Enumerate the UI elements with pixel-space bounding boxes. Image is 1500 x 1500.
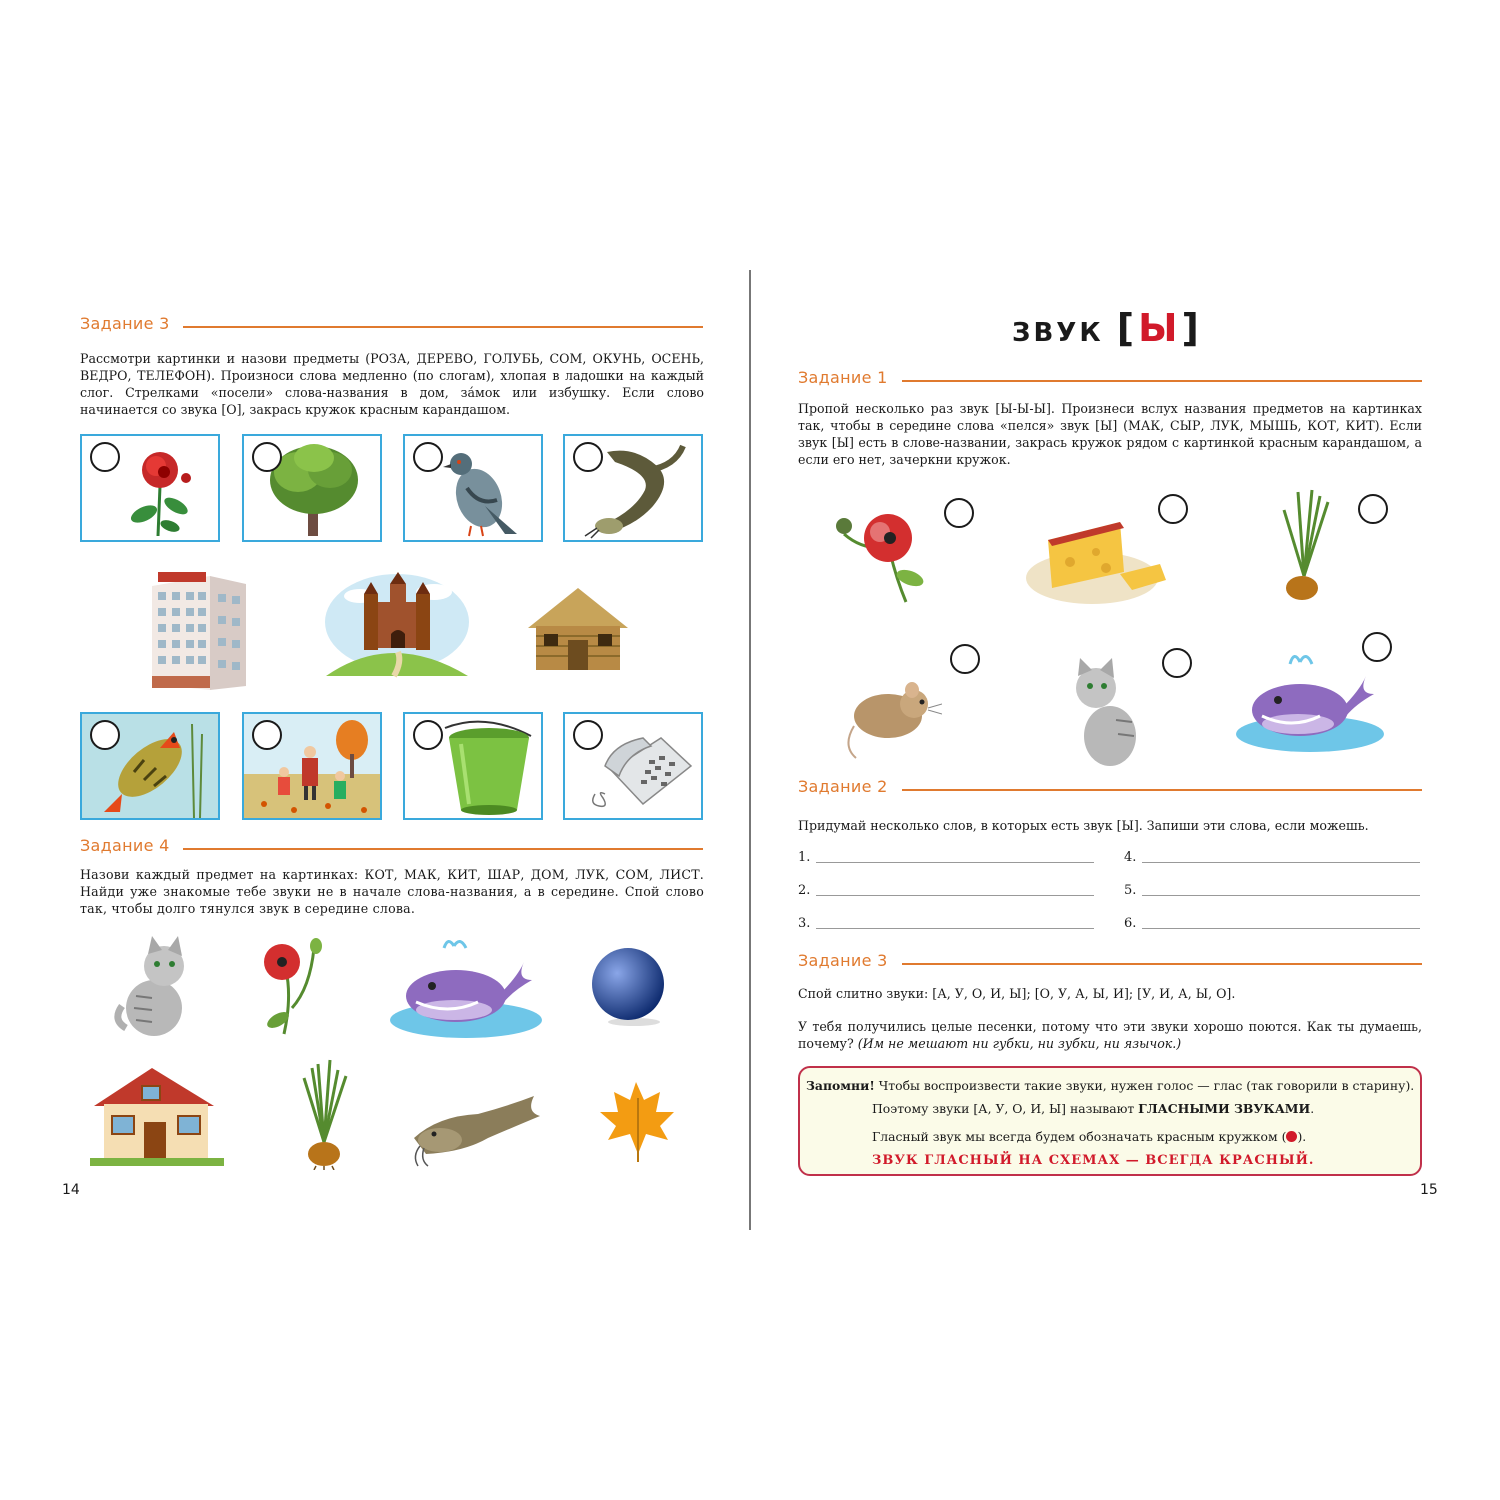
remember-label: Запомни! (806, 1078, 875, 1093)
right-task3-question: У тебя получились целые песенки, потому что эти звуки хорошо поются. Как ты думаешь, почему? (798, 1019, 1422, 1051)
picture-card-perch (80, 712, 220, 820)
remember-line1 (806, 1078, 1416, 1093)
remember-line2-bold: ГЛАСНЫМИ ЗВУКАМИ (1138, 1101, 1311, 1116)
answer-circle[interactable] (90, 442, 120, 472)
write-line[interactable] (816, 862, 1094, 863)
write-line[interactable] (1142, 895, 1420, 896)
picture-card-tree (242, 434, 382, 542)
cat-icon (1066, 656, 1154, 768)
answer-circle[interactable] (413, 720, 443, 750)
answer-circle-whale[interactable] (1362, 632, 1392, 662)
right-task3-hint: (Им не мешают ни губки, ни зубки, ни язычок.) (857, 1036, 1182, 1051)
right-task1-rule (902, 380, 1422, 382)
remember-line2-post: . (1310, 1101, 1315, 1116)
answer-circle[interactable] (252, 442, 282, 472)
remember-rule: ЗВУК ГЛАСНЫЙ НА СХЕМАХ — ВСЕГДА КРАСНЫЙ. (872, 1153, 1315, 1168)
ball-icon (588, 944, 668, 1028)
left-task4-title: Задание 4 (80, 836, 170, 855)
answer-circle-cat[interactable] (1162, 648, 1192, 678)
remember-line3 (872, 1129, 1412, 1144)
picture-card-bucket (403, 712, 543, 820)
left-task4-text: Назови каждый предмет на картинках: КОТ, МАК, КИТ, ШАР, ДОМ, ЛУК, СОМ, ЛИСТ. Найди уже знакомые тебе звуки не в начале слова-названия, а в середине. Спой слово так, чтобы долго тянулся звук в середине слова. (80, 867, 704, 916)
answer-circle-cheese[interactable] (1158, 494, 1188, 524)
answer-circle[interactable] (573, 720, 603, 750)
write-line-label: 5. (1124, 883, 1137, 898)
write-line-label: 3. (798, 916, 811, 931)
answer-circle[interactable] (413, 442, 443, 472)
poppy-icon (830, 508, 934, 604)
onion-icon (1272, 488, 1342, 604)
left-task3-text: Рассмотри картинки и назови предметы (РОЗА, ДЕРЕВО, ГОЛУБЬ, СОМ, ОКУНЬ, ОСЕНЬ, ВЕДРО, ТЕЛЕФОН). Произноси слова медленно (по слогам), хлопая в ладошки на каждый слог. Стрелками «посели» слова-названия в дом, за́мок или избушку. Если слово начинается со звука [О], закрась кружок красным карандашом. (80, 351, 704, 417)
hut-icon (522, 584, 634, 676)
catfish-icon (408, 1076, 550, 1168)
leaf-icon (598, 1078, 676, 1162)
right-task3-text1: Спой слитно звуки: [А, У, О, И, Ы]; [О, У, А, Ы, И]; [У, И, А, Ы, О]. (798, 986, 1236, 1001)
remember-line3-pre: Гласный звук мы всегда будем обозначать красным кружком ( (872, 1129, 1287, 1144)
page-divider (749, 270, 751, 1230)
castle-icon (322, 572, 472, 690)
page-number-left: 14 (62, 1182, 80, 1198)
picture-card-catfish (563, 434, 703, 542)
right-task3-rule (902, 963, 1422, 965)
remember-box (798, 1066, 1422, 1176)
picture-card-autumn (242, 712, 382, 820)
left-task3-title: Задание 3 (80, 314, 170, 333)
remember-line1-text: Чтобы воспроизвести такие звуки, нужен голос — глас (так говорили в старину). (874, 1078, 1415, 1093)
write-line-label: 1. (798, 850, 811, 865)
right-task2-title: Задание 2 (798, 777, 888, 796)
answer-circle-mouse[interactable] (950, 644, 980, 674)
heading-bracket-open: [ (1116, 306, 1135, 350)
answer-circle-poppy[interactable] (944, 498, 974, 528)
remember-line2 (872, 1101, 1412, 1116)
onion-icon (290, 1058, 360, 1170)
mouse-icon (842, 676, 942, 760)
heading-bracket-close: ] (1181, 306, 1199, 350)
write-line-label: 2. (798, 883, 811, 898)
answer-circle[interactable] (252, 720, 282, 750)
house-icon (90, 1062, 224, 1166)
heading-prefix: ЗВУК (1012, 318, 1104, 348)
write-line[interactable] (1142, 862, 1420, 863)
answer-circle[interactable] (90, 720, 120, 750)
write-line[interactable] (1142, 928, 1420, 929)
cat-icon (112, 936, 198, 1040)
right-task3-title: Задание 3 (798, 951, 888, 970)
write-line-label: 6. (1124, 916, 1137, 931)
left-task4-rule (183, 848, 703, 850)
right-task2-rule (902, 789, 1422, 791)
right-task2-text: Придумай несколько слов, в которых есть звук [Ы]. Запиши эти слова, если можешь. (798, 818, 1369, 833)
write-line[interactable] (816, 928, 1094, 929)
right-task1-text: Пропой несколько раз звук [Ы-Ы-Ы]. Произнеси вслух названия предметов на картинках так, чтобы в середине слова «пелся» звук [Ы] (МАК, СЫР, ЛУК, МЫШЬ, КОТ, КИТ). Если звук [Ы] есть в слове-названии, закрась кружок рядом с картинкой красным карандашом, а если его нет, зачеркни кружок. (798, 401, 1422, 467)
write-line-label: 4. (1124, 850, 1137, 865)
whale-icon (1234, 650, 1390, 754)
answer-circle-onion[interactable] (1358, 494, 1388, 524)
cheese-icon (1020, 512, 1168, 608)
whale-icon (388, 936, 548, 1040)
lesson-heading (1012, 306, 1212, 350)
poppy-icon (258, 938, 338, 1038)
heading-letter: Ы (1138, 306, 1178, 350)
right-task1-title: Задание 1 (798, 368, 888, 387)
remember-line2-pre: Поэтому звуки [А, У, О, И, Ы] называют (872, 1101, 1139, 1116)
left-task3-rule (183, 326, 703, 328)
page-number-right: 15 (1420, 1182, 1438, 1198)
picture-card-rose (80, 434, 220, 542)
picture-card-pigeon (403, 434, 543, 542)
answer-circle[interactable] (573, 442, 603, 472)
apartment-building-icon (138, 566, 256, 694)
red-circle-icon (1286, 1131, 1297, 1142)
right-task3-text2 (798, 1018, 1422, 1052)
write-line[interactable] (816, 895, 1094, 896)
picture-card-telephone (563, 712, 703, 820)
remember-line3-post: ). (1297, 1129, 1307, 1144)
